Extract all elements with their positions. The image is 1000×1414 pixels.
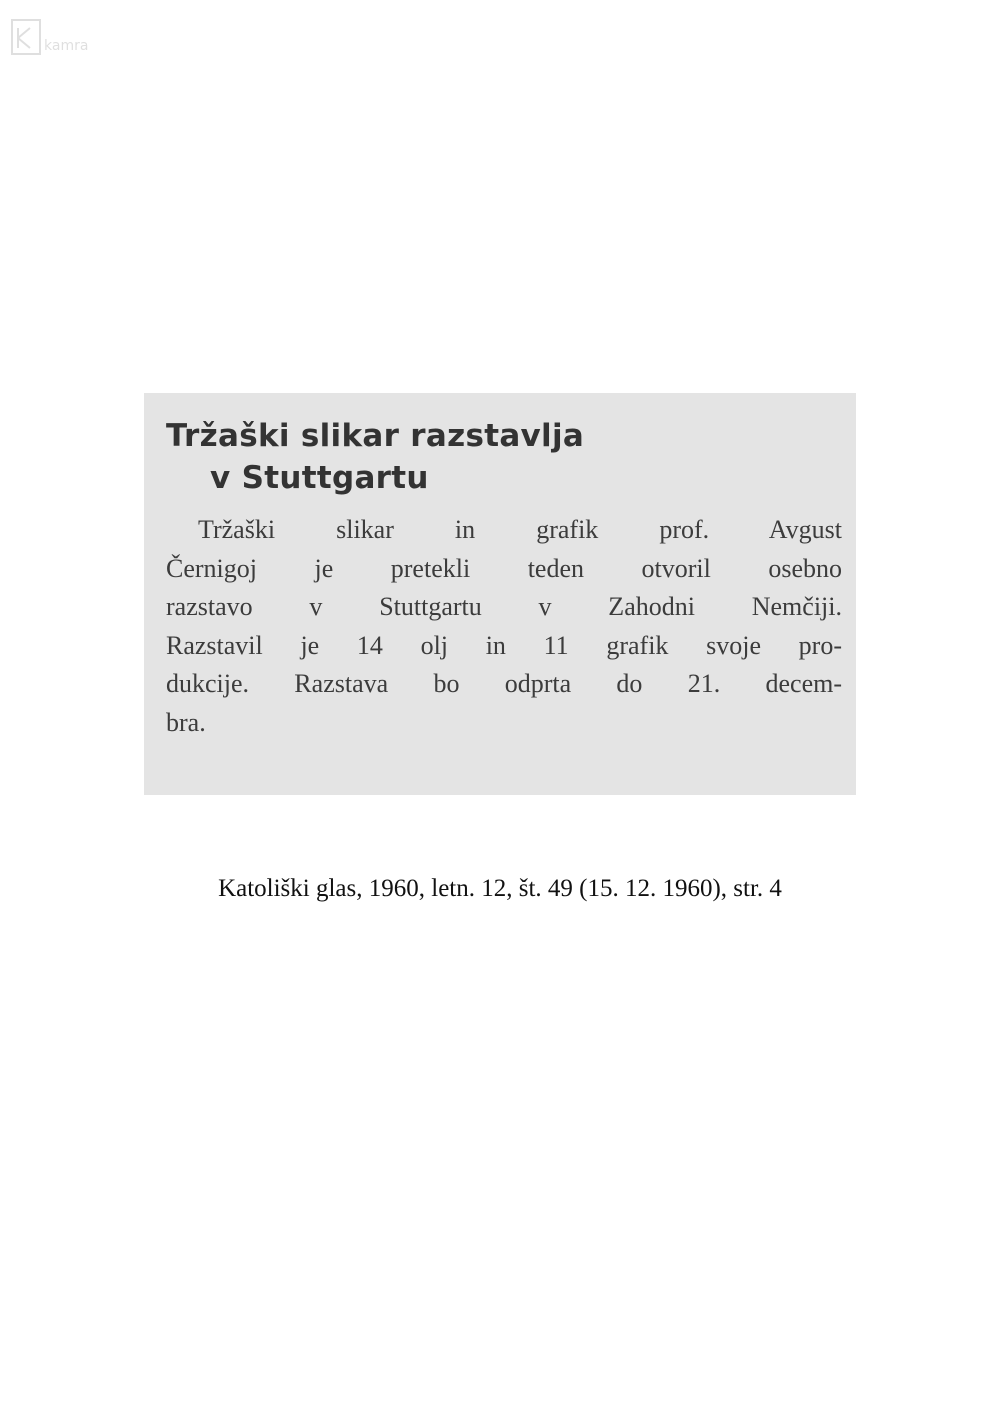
article-line: Černigoj je pretekli teden otvoril osebno xyxy=(166,553,842,583)
article-line: razstavo v Stuttgartu v Zahodni Nemčiji. xyxy=(166,592,842,621)
headline-line-2: v Stuttgartu xyxy=(210,460,429,496)
article-line: Razstavil je 14 olj in 11 grafik svoje pro- xyxy=(166,630,842,660)
article-line: Tržaški slikar in grafik prof. Avgust xyxy=(198,515,842,544)
article-line: dukcije. Razstava bo odprta do 21. decem- xyxy=(166,669,842,698)
article-body xyxy=(166,511,842,742)
article-headline xyxy=(166,415,842,499)
newspaper-clipping xyxy=(144,393,856,795)
source-caption: Katoliški glas, 1960, letn. 12, št. 49 (15. 12. 1960), str. 4 xyxy=(218,875,782,902)
watermark-text: kamra xyxy=(44,38,89,54)
watermark-icon xyxy=(8,14,118,62)
watermark-logo xyxy=(8,14,118,62)
headline-line-1: Tržaški slikar razstavlja xyxy=(166,418,585,454)
article-line: bra. xyxy=(166,707,206,737)
